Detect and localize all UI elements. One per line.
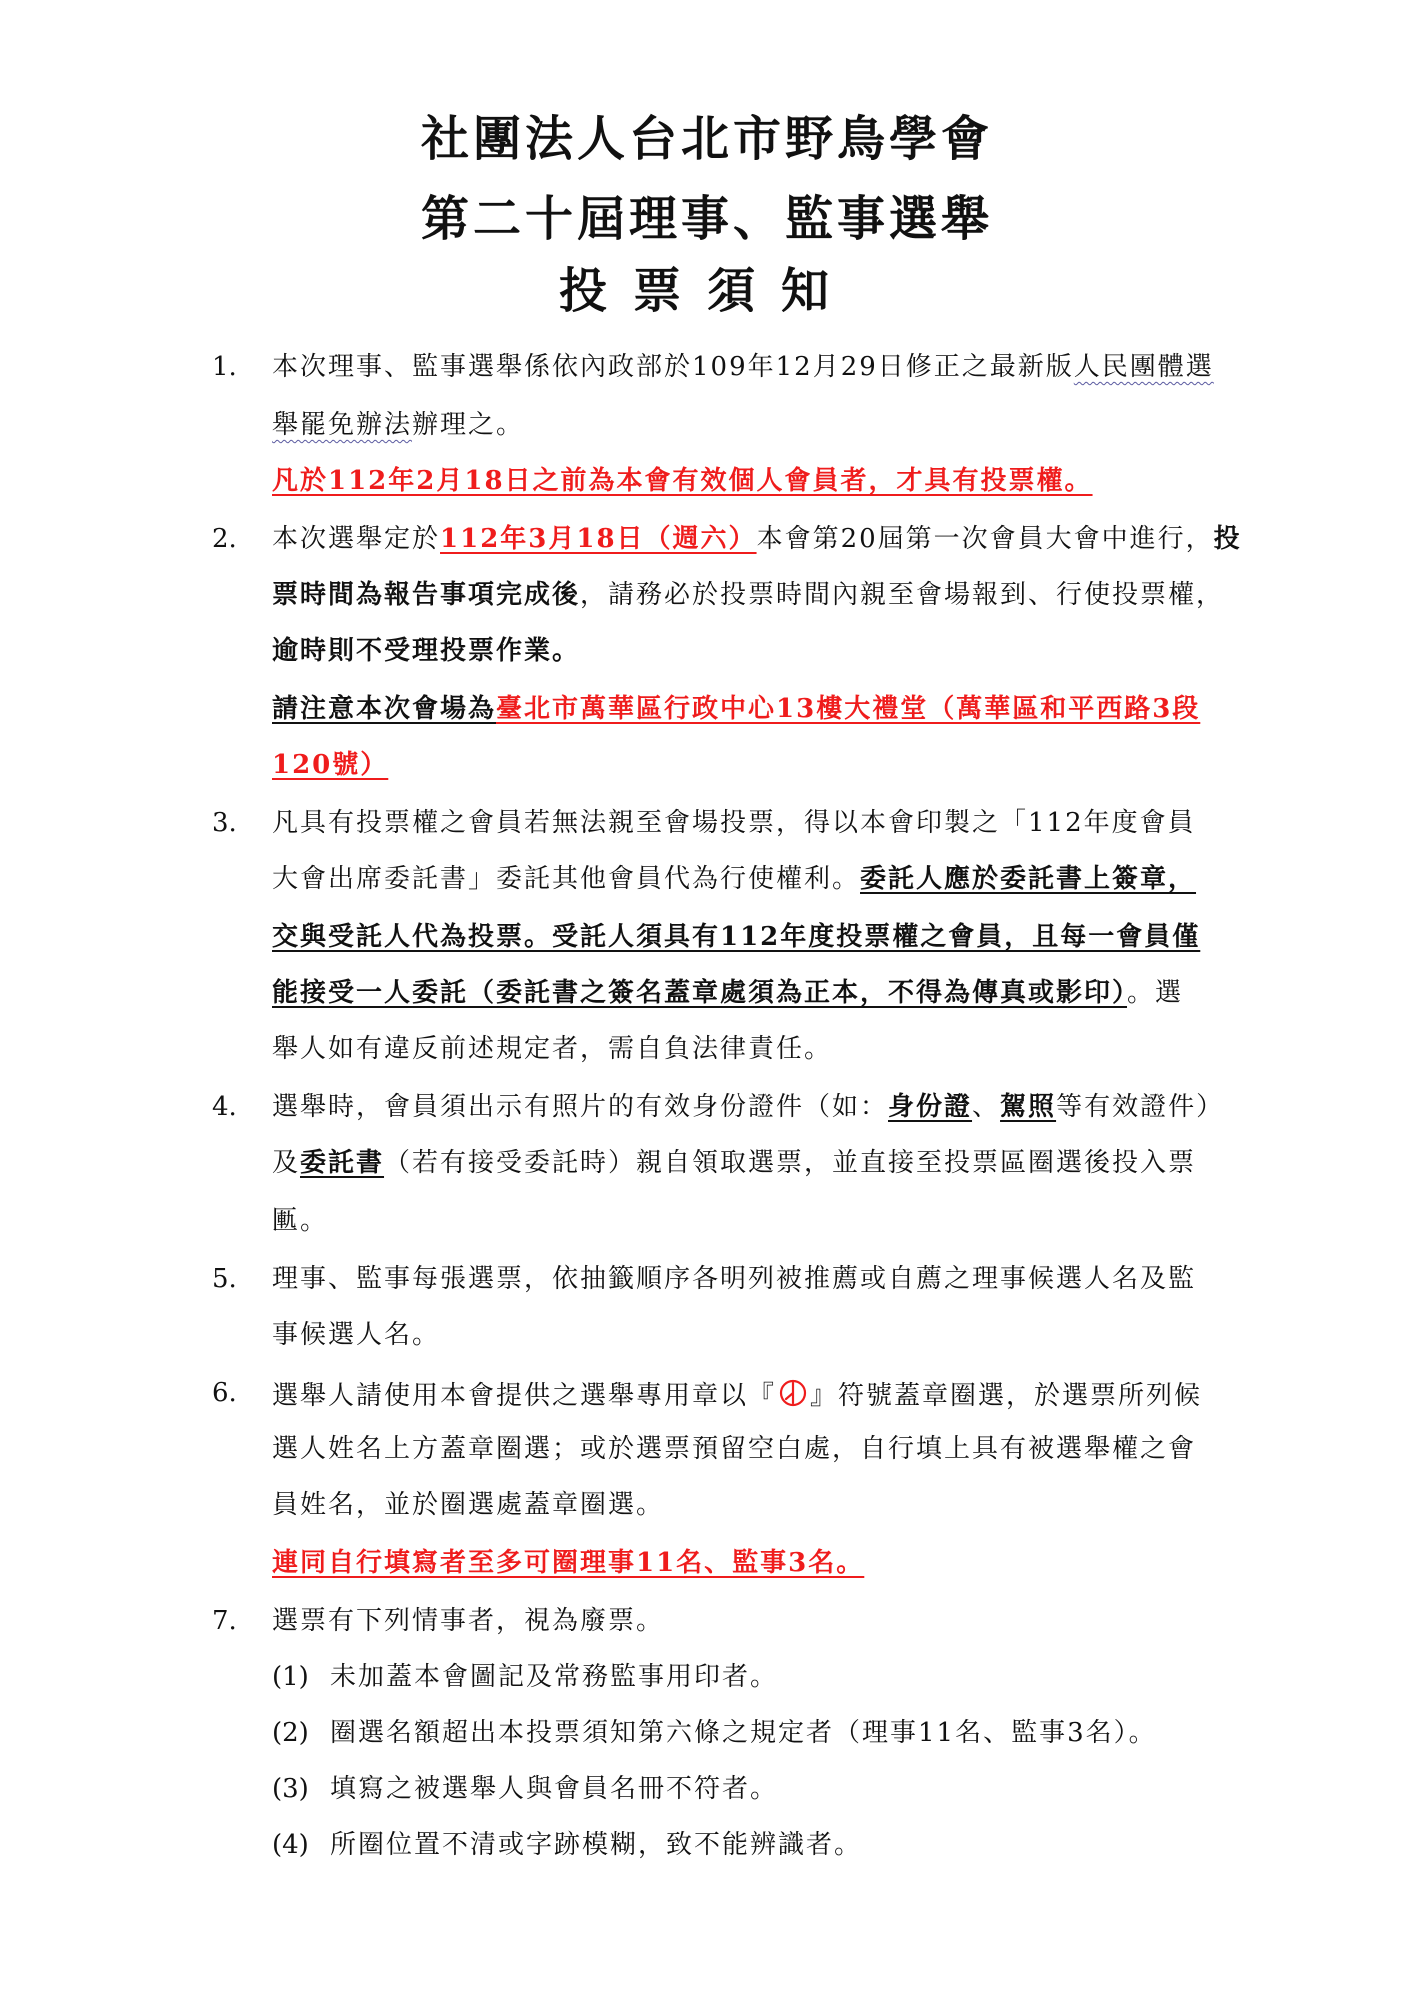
sub-item: 填寫之被選舉人與會員名冊不符者。	[330, 1774, 779, 1804]
item-4-line-1: 選舉時，會員須出示有照片的有效身份證件（如：身份證、駕照等有效證件）	[272, 1092, 1225, 1122]
law-name: 人民團體選	[1073, 352, 1214, 382]
item-5-line-1: 理事、監事每張選票，依抽籤順序各明列被推薦或自薦之理事候選人名及監	[272, 1264, 1197, 1294]
item-1-line-2: 舉罷免辦法辦理之。	[272, 410, 525, 440]
ballot-stamp-icon	[778, 1378, 808, 1415]
item-6-line-3: 員姓名，並於圈選處蓋章圈選。	[272, 1490, 665, 1520]
sub-item: 圈選名額超出本投票須知第六條之規定者（理事11名、監事3名）。	[330, 1718, 1157, 1748]
item-number: 6.	[212, 1378, 237, 1408]
org-title: 社團法人台北市野鳥學會	[420, 111, 993, 167]
item-3-line-3: 交與受託人代為投票。受託人須具有112年度投票權之會員，且每一會員僅	[272, 922, 1201, 952]
item-3-line-5: 舉人如有違反前述規定者，需自負法律責任。	[272, 1034, 833, 1064]
item-1-line-1: 本次理事、監事選舉係依內政部於109年12月29日修正之最新版人民團體選	[272, 352, 1214, 382]
item-number: 4.	[212, 1092, 237, 1122]
item-6-line-1: 選舉人請使用本會提供之選舉專用章以『 』符號蓋章圈選，於選票所列候	[272, 1378, 1202, 1415]
meeting-date: 112年3月18日（週六）	[440, 524, 757, 554]
venue-address-cont: 120號）	[272, 750, 389, 780]
vote-limit-note: 連同自行填寫者至多可圈理事11名、監事3名。	[272, 1548, 865, 1578]
sub-item-number: (3)	[272, 1774, 309, 1804]
item-5-line-2: 事候選人名。	[272, 1320, 441, 1350]
item-4-line-2: 及委託書（若有接受委託時）親自領取選票，並直接至投票區圈選後投入票	[272, 1148, 1197, 1178]
notice-title: 投票須知	[558, 263, 855, 319]
item-number: 7.	[212, 1606, 237, 1636]
item-number: 2.	[212, 524, 237, 554]
sub-item-number: (2)	[272, 1718, 309, 1748]
item-2-line-3: 逾時則不受理投票作業。	[272, 636, 581, 666]
sub-item: 所圈位置不清或字跡模糊，致不能辨識者。	[330, 1830, 863, 1860]
sub-item-number: (1)	[272, 1662, 309, 1692]
sub-item-number: (4)	[272, 1830, 309, 1860]
item-7-line-1: 選票有下列情事者，視為廢票。	[272, 1606, 665, 1636]
voting-eligibility-note: 凡於112年2月18日之前為本會有效個人會員者，才具有投票權。	[272, 466, 1093, 496]
item-3-line-1: 凡具有投票權之會員若無法親至會場投票，得以本會印製之「112年度會員	[272, 808, 1196, 838]
item-number: 1.	[212, 352, 237, 382]
item-4-line-3: 匭。	[272, 1206, 329, 1236]
item-number: 5.	[212, 1264, 237, 1294]
election-title: 第二十屆理事、監事選舉	[420, 191, 993, 247]
sub-item: 未加蓋本會圖記及常務監事用印者。	[330, 1662, 779, 1692]
item-3-line-4: 能接受一人委託（委託書之簽名蓋章處須為正本，不得為傳真或影印）。選	[272, 978, 1184, 1008]
law-name: 舉罷免辦法	[272, 410, 413, 440]
venue-note: 請注意本次會場為臺北市萬華區行政中心13樓大禮堂（萬華區和平西路3段	[272, 694, 1201, 724]
item-2-line-2: 票時間為報告事項完成後，請務必於投票時間內親至會場報到、行使投票權，	[272, 580, 1225, 610]
item-2-line-1: 本次選舉定於112年3月18日（週六）本會第20屆第一次會員大會中進行，投	[272, 524, 1242, 554]
item-6-line-2: 選人姓名上方蓋章圈選；或於選票預留空白處，自行填上具有被選舉權之會	[272, 1434, 1197, 1464]
item-3-line-2: 大會出席委託書」委託其他會員代為行使權利。委託人應於委託書上簽章，	[272, 864, 1197, 894]
venue-address: 臺北市萬華區行政中心13樓大禮堂（萬華區和平西路3段	[496, 694, 1201, 724]
item-number: 3.	[212, 808, 237, 838]
